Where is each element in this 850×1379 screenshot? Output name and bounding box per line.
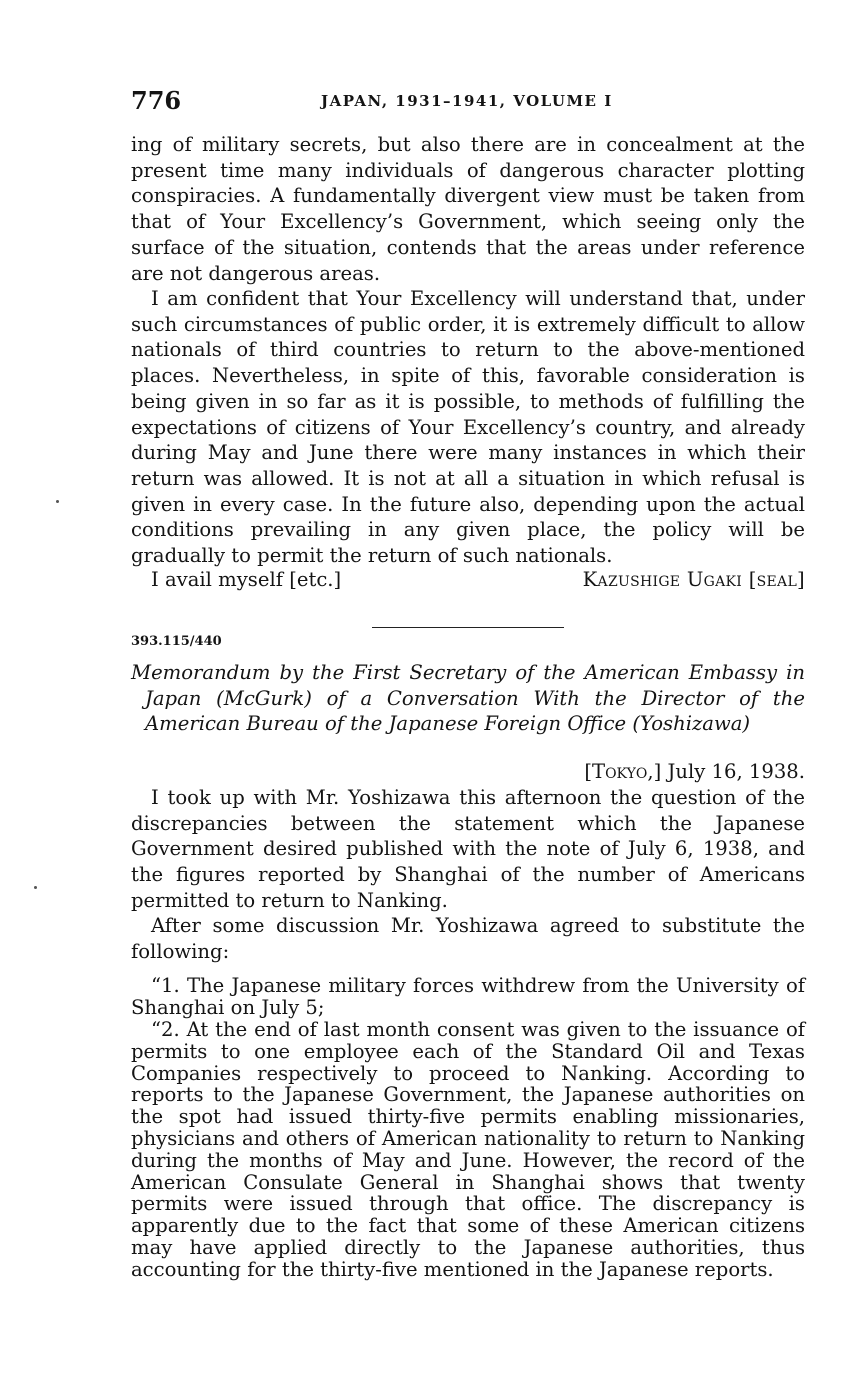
file-number: 393.115/440 [131, 634, 222, 649]
signature-name: Kazushige Ugaki [582, 568, 743, 591]
page-number: 776 [131, 86, 182, 115]
scan-speck [56, 500, 59, 503]
section-divider [372, 627, 564, 628]
scan-speck [34, 886, 37, 889]
quote-item-2: “2. At the end of last month consent was given to the issuance of permits to one employee each of the Standard Oil and Texas Companies respectively to proceed to Nanking. According to reports to the Japanese Government, the Japanese authorities on the spot had issued thirty-five permits enabling missionaries, physicians and others of American nationality to return to Nanking during the months of May and June. However, the record of the American Consulate General in Shanghai shows that twenty permits were issued through that office. The discrepancy is apparently due to the fact that some of these American citizens may have applied directly to the Japanese authorities, thus accounting for the thirty-five mentioned in the Japanese reports. [131, 1018, 805, 1281]
closing-formula: I avail myself [etc.] [151, 568, 342, 591]
memo-paragraph-2: After some discussion Mr. Yoshizawa agreed to substitute the following: [131, 914, 805, 963]
page-header [131, 86, 805, 116]
letter-closing [131, 568, 805, 596]
dateline [584, 760, 805, 783]
seal-mark: [seal] [748, 568, 805, 591]
running-head: JAPAN, 1931–1941, VOLUME I [321, 92, 613, 110]
signature-block [583, 568, 805, 591]
quote-item-1: “1. The Japanese military forces withdrew from the University of Shanghai on July 5; [131, 974, 805, 1019]
dateline-place: [Tokyo,] [584, 760, 662, 783]
dateline-date: July 16, 1938. [667, 760, 805, 783]
memo-title: Memorandum by the First Secretary of the American Embassy in Japan (McGurk) of a Conversation With the Director of the American Bureau of the Japanese Foreign Office (Yoshizawa) [131, 661, 805, 735]
paragraph-confidence: I am confident that Your Excellency will understand that, under such circumstances of public order, it is extremely difficult to allow nationals of third countries to return to the above-mentioned places. Nevertheless, in spite of this, favorable consideration is being given in so far as it is possible, to methods of fulfilling the expectations of citizens of Your Excellency’s country, and already during May and June there were many instances in which their return was allowed. It is not at all a situation in which refusal is given in every case. In the future also, depending upon the actual conditions prevailing in any given place, the policy will be gradually to permit the return of such nationals. [131, 287, 805, 568]
memo-paragraph-1: I took up with Mr. Yoshizawa this afternoon the question of the discrepancies between the statement which the Japanese Government desired published with the note of July 6, 1938, and the figures reported by Shanghai of the number of Americans permitted to return to Nanking. [131, 786, 805, 912]
paragraph-continued: ing of military secrets, but also there are in concealment at the present time many individuals of dangerous character plotting conspiracies. A fundamentally divergent view must be taken from that of Your Excellency’s Government, which seeing only the surface of the situation, contends that the areas under reference are not dangerous areas. [131, 133, 805, 285]
